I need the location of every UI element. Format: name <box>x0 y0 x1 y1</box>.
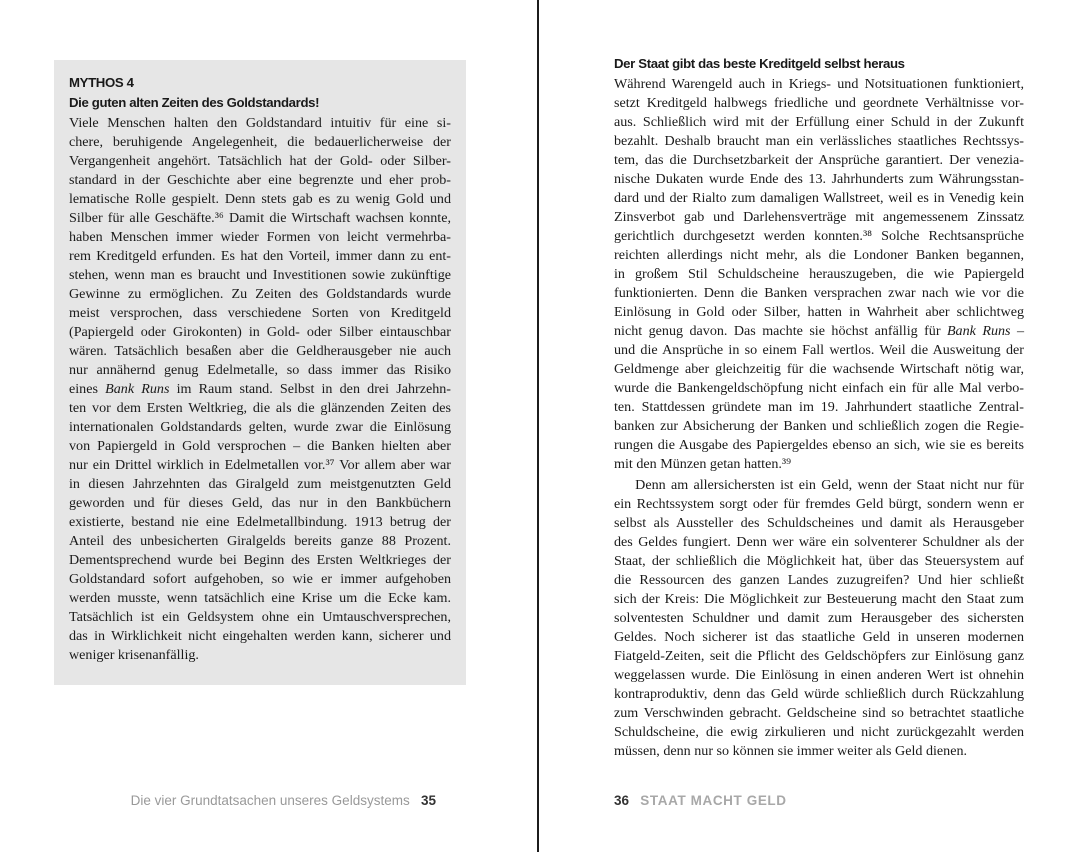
body-line: Zinsverbot gab und Darlehensverträge mit angemessenem Zinssatz <box>614 209 1024 225</box>
body-line: rungen die Ausgabe des Papiergeldes ebenso an sich, wie sie es bereits <box>614 437 1024 453</box>
myth-box-title: Die guten alten Zeiten des Goldstandards! <box>69 95 320 110</box>
body-line: ten. Stattdessen gründete man im 19. Jahrhundert staatliche Zentral- <box>614 399 1024 415</box>
running-head-left: Die vier Grundtatsachen unseres Geldsystems <box>130 793 410 808</box>
body-line: Anteil des unbesicherten Giralgelds bereits ganze 88 Prozent. <box>69 533 451 549</box>
body-line: existierte, bestand nie eine Edelmetallbindung. 1913 betrug der <box>69 514 451 530</box>
left-footer <box>131 793 436 808</box>
body-line: Vergangenheit angehört. Tatsächlich hat der Gold- oder Silber- <box>69 153 451 169</box>
body-line: stehen, wenn man es braucht und Investitionen sowie zukünftige <box>69 267 451 283</box>
body-line: internationalen Goldstandards gelten, wurde zwar die Einlösung <box>69 419 451 435</box>
body-line: tem, das die Durchsetzbarkeit der Ansprüche garantiert. Der venezia- <box>614 152 1024 168</box>
body-line: selbst als Aussteller des Schuldscheines und damit als Herausgeber <box>614 515 1024 531</box>
running-head-right: STAAT MACHT GELD <box>640 793 787 808</box>
body-line: gerichtlich durchgesetzt werden konnten.³⁸ Solche Rechtsansprüche <box>614 228 1024 244</box>
body-line: und die Ansprüche in so einem Fall wertlos. Weil die Ausweitung der <box>614 342 1024 358</box>
body-line: Staat, der schließlich die Möglichkeit hat, über das Steuersystem auf <box>614 553 1024 569</box>
body-line: zum Verschwinden gebracht. Geldscheine sind so betrachtet staatliche <box>614 705 1024 721</box>
right-footer <box>614 793 787 808</box>
body-line: weggelassen wurde. Die Einlösung in einen anderen Wert ist ohnehin <box>614 667 1024 683</box>
body-line: reichten allerdings nicht mehr, als die Londoner Banken begannen, <box>614 247 1024 263</box>
body-line-indented: Denn am allersichersten ist ein Geld, wenn der Staat nicht nur für <box>614 477 1024 493</box>
body-line: in diesen Jahrzehnten das Giralgeld zum meistgenutzten Geld <box>69 476 451 492</box>
body-line: ten vor dem Ersten Weltkrieg, die als die glänzenden Zeiten des <box>69 400 451 416</box>
page-number-left: 35 <box>420 793 436 808</box>
body-line: Während Warengeld auch in Kriegs- und Notsituationen funktioniert, <box>614 76 1024 92</box>
myth-box-label: MYTHOS 4 <box>69 75 134 90</box>
body-line: setzt Kreditgeld halbwegs friedliche und geordnete Verhältnisse vor- <box>614 95 1024 111</box>
body-line: Goldstandard sofort aufgehoben, so wie er immer aufgehoben <box>69 571 451 587</box>
body-line: meist versprochen, dass verschiedene Sorten von Kreditgeld <box>69 305 451 321</box>
body-line: Dementsprechend wurde bei Beginn des Ersten Weltkrieges der <box>69 552 451 568</box>
body-line: sich der Kreis: Die Möglichkeit zur Besteuerung macht den Staat zum <box>614 591 1024 607</box>
body-line: kontraproduktiv, denn das Geld würde schließlich durch Rückzahlung <box>614 686 1024 702</box>
body-line: nicht genug davon. Das machte sie höchst anfällig für Bank Runs – <box>614 323 1025 339</box>
body-line: haben Menschen immer wieder Formen von leicht vermehrba- <box>69 229 451 245</box>
body-line: Viele Menschen halten den Goldstandard intuitiv für eine si- <box>69 115 451 131</box>
body-line: mit den Münzen getan hatten.³⁹ <box>614 456 792 472</box>
body-line: bezahlt. Deshalb braucht man ein verlässliches staatliches Rechtssys- <box>614 133 1024 149</box>
body-line: weniger krisenanfällig. <box>69 647 199 663</box>
body-line: nur annähernd genug Edelmetalle, so dass immer das Risiko <box>69 362 451 378</box>
body-line: chere, beruhigende Angelegenheit, die bedauerlicherweise der <box>69 134 451 150</box>
body-line: des Geldes fungiert. Denn wer wäre ein solventerer Schuldner als der <box>614 534 1024 550</box>
body-line: Geldmenge aber gleichzeitig für die wachsende Wirtschaft nötig war, <box>614 361 1024 377</box>
body-line: standard in der Geschichte aber eine begrenzte und eher prob- <box>69 172 451 188</box>
body-line: lematische Rolle gespielt. Denn stets gab es zu wenig Gold und <box>69 191 451 207</box>
body-line: banken zur Absicherung der Banken und schließlich zogen die Regie- <box>614 418 1024 434</box>
body-line: rem Kreditgeld erfunden. Es hat den Vorteil, immer dann zu ent- <box>69 248 451 264</box>
body-line: aus. Schließlich wird mit der Erfüllung einer Schuld in der Zukunft <box>614 114 1024 130</box>
body-line: Tatsächlich ist ein Geldsystem ohne ein Umtauschversprechen, <box>69 609 451 625</box>
body-line: müssen, denn nur so können sie immer weiter als Geld dienen. <box>614 743 968 759</box>
body-line: funktionierten. Denn die Banken versprachen zwar nach wie vor die <box>614 285 1024 301</box>
body-line: Silber für alle Geschäfte.³⁶ Damit die Wirtschaft wachsen konnte, <box>69 210 451 226</box>
body-line: eines Bank Runs im Raum stand. Selbst in den drei Jahrzehn- <box>69 381 452 397</box>
body-line: Schuldscheine, die ewig zirkulieren und nicht zurückgezahlt werden <box>614 724 1024 740</box>
body-line: von Papiergeld in Gold versprochen – die Banken hielten aber <box>69 438 451 454</box>
body-line: die Ressourcen des ganzen Landes zuzugreifen? Und hier schließt <box>614 572 1024 588</box>
body-line: das in Wirklichkeit nicht eingehalten werden kann, sicherer und <box>69 628 451 644</box>
body-line: werden musste, wenn tatsächlich eine Krise um die Ecke kam. <box>69 590 451 606</box>
body-line: geworden und für dieses Geld, das nur in den Bankbüchern <box>69 495 451 511</box>
body-line: solventesten Schuldner und damit zum Herausgeber des sichersten <box>614 610 1024 626</box>
body-line: in großem Stil Schuldscheine herauszugeben, die wie Papiergeld <box>614 266 1024 282</box>
body-line: Fiatgeld-Zeiten, seit die Pflicht des Geldschöpfers zur Einlösung ganz <box>614 648 1024 664</box>
page-number-right: 36 <box>614 793 630 808</box>
body-line: nur ein Drittel wirklich in Edelmetallen vor.³⁷ Vor allem aber war <box>69 457 451 473</box>
body-line: dard und der Rialto zum damaligen Wallstreet, weil es in Venedig kein <box>614 190 1024 206</box>
page-gutter-divider <box>537 0 539 852</box>
section-heading: Der Staat gibt das beste Kreditgeld selbst heraus <box>614 56 905 71</box>
body-line: wurde die Bankengeldschöpfung nicht einfach ein für alle Mal verbo- <box>614 380 1024 396</box>
body-line: wären. Tatsächlich besaßen aber die Geldherausgeber nie auch <box>69 343 451 359</box>
body-line: nische Dukaten wurde Ende des 13. Jahrhunderts zum Währungsstan- <box>614 171 1024 187</box>
body-line: Einlösung in Gold oder Silber, hatten in Wahrheit aber schlichtweg <box>614 304 1024 320</box>
body-line: (Papiergeld oder Girokonten) in Gold- oder Silber eintauschbar <box>69 324 451 340</box>
body-line: Geldes. Noch sicherer ist das staatliche Geld in unseren modernen <box>614 629 1024 645</box>
body-line: Gewinne zu ermöglichen. Zu Zeiten des Goldstandards wurde <box>69 286 451 302</box>
body-line: ein Rechtssystem sorgt oder für fremdes Geld bürgt, sondern wenn er <box>614 496 1024 512</box>
